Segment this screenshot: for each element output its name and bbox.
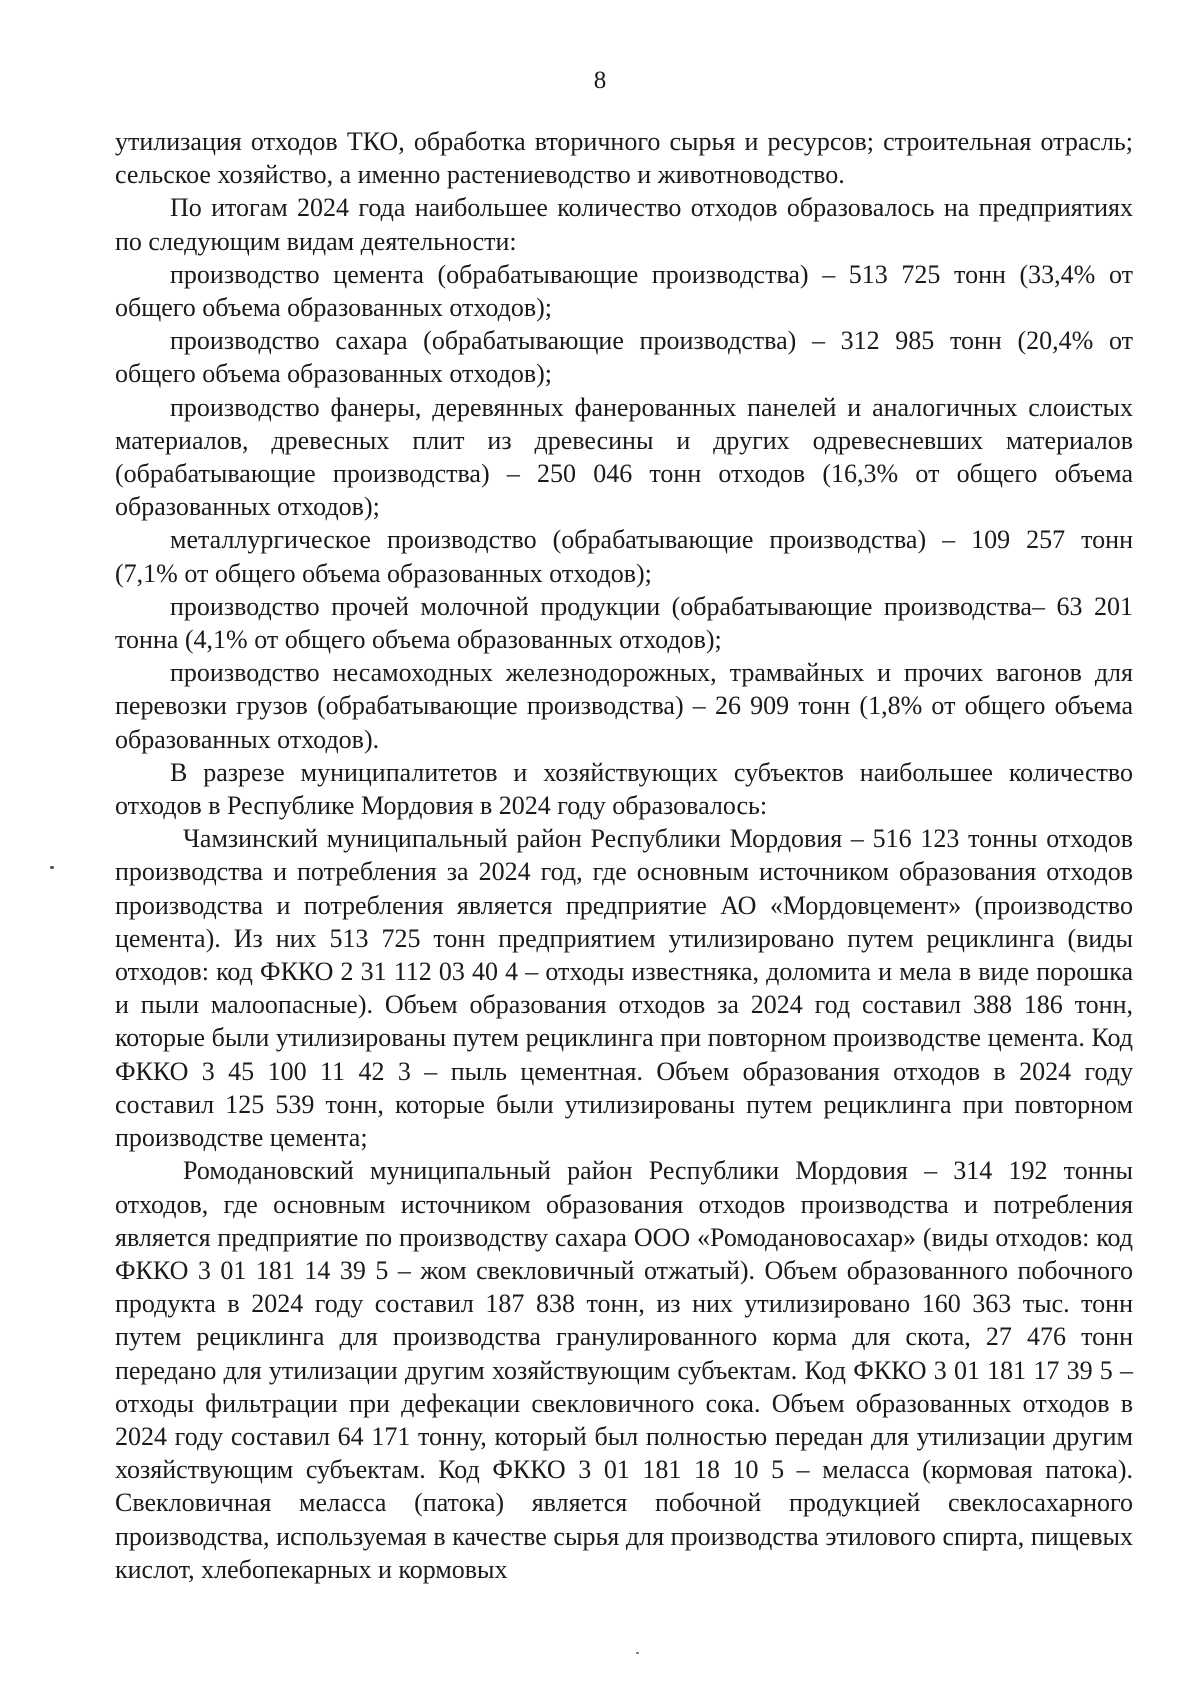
paragraph-municipalities-intro: В разрезе муниципалитетов и хозяйствующих субъектов наибольшее количество отходов в Республике Мордовия в 2024 году образовалось: xyxy=(115,757,1133,821)
list-item-railcars: производство несамоходных железнодорожных, трамвайных и прочих вагонов для перевозки грузов (обрабатывающие производства) – 26 909 тонн (1,8% от общего объема образованных отходов). xyxy=(115,658,1133,754)
list-item-dairy: производство прочей молочной продукции (обрабатывающие производства– 63 201 тонна (4,1% от общего объема образованных отходов); xyxy=(115,591,1133,655)
list-item-sugar: производство сахара (обрабатывающие производства) – 312 985 тонн (20,4% от общего объема образованных отходов); xyxy=(115,326,1133,389)
paragraph-romodanovsky: Ромодановский муниципальный район Республики Мордовия – 314 192 тонны отходов, где основным источником образования отходов производства и потребления является предприятие по производству сахара ООО «Ромодановосахар» (виды отходов: код ФККО 3 01 181 14 39 5 – жом свекловичный отжатый). Объем образованного побочного продукта в 2024 году составил 187 838 тонн, из них утилизировано 160 363 тыс. тонн путем рециклинга для производства гранулированного корма для скота, 27 476 тонн передано для утилизации другим хозяйствующим субъектам. Код ФККО 3 01 181 17 39 5 – отходы фильтрации при дефекации свекловичного сока. Объем образованных отходов в 2024 году составил 64 171 тонну, который был полностью передан для утилизации другим хозяйствующим субъектам. Код ФККО 3 01 181 18 10 5 – меласса (кормовая патока). Свекловичная меласса (патока) является побочной продукцией свеклосахарного производства, используемая в качестве сырья для производства этилового спирта, пищевых кислот, хлебопекарных и кормовых xyxy=(115,1156,1133,1584)
list-item-metallurgy: металлургическое производство (обрабатывающие производства) – 109 257 тонн (7,1% от общего объема образованных отходов); xyxy=(115,525,1133,588)
document-body xyxy=(115,125,1133,1586)
paragraph-chamzinsky: Чамзинский муниципальный район Республики Мордовия – 516 123 тонны отходов производства и потребления за 2024 год, где основным источником образования отходов производства и потребления является предприятие АО «Мордовцемент» (производство цемента). Из них 513 725 тонн предприятием утилизировано путем рециклинга (виды отходов: код ФККО 2 31 112 03 40 4 – отходы известняка, доломита и мела в виде порошка и пыли малоопасные). Объем образования отходов за 2024 год составил 388 186 тонн, которые были утилизированы путем рециклинга при повторном производстве цемента. Код ФККО 3 45 100 11 42 3 – пыль цементная. Объем образования отходов в 2024 году составил 125 539 тонн, которые были утилизированы путем рециклинга при повторном производстве цемента; xyxy=(115,824,1133,1153)
scan-speck-bottom xyxy=(636,1652,639,1654)
list-item-cement: производство цемента (обрабатывающие производства) – 513 725 тонн (33,4% от общего объема образованных отходов); xyxy=(115,259,1133,323)
scan-speck xyxy=(50,866,54,869)
list-item-plywood: производство фанеры, деревянных фанерованных панелей и аналогичных слоистых материалов, древесных плит из древесины и других одревесневших материалов (обрабатывающие производства) – 250 046 тонн отходов (16,3% от общего объема образованных отходов); xyxy=(115,392,1133,522)
paragraph-summary-intro: По итогам 2024 года наибольшее количество отходов образовалось на предприятиях по следующим видам деятельности: xyxy=(115,193,1133,256)
page-number: 8 xyxy=(593,67,607,94)
paragraph-continuation: утилизация отходов ТКО, обработка вторичного сырья и ресурсов; строительная отрасль; сельское хозяйство, а именно растениеводство и животноводство. xyxy=(115,127,1133,190)
